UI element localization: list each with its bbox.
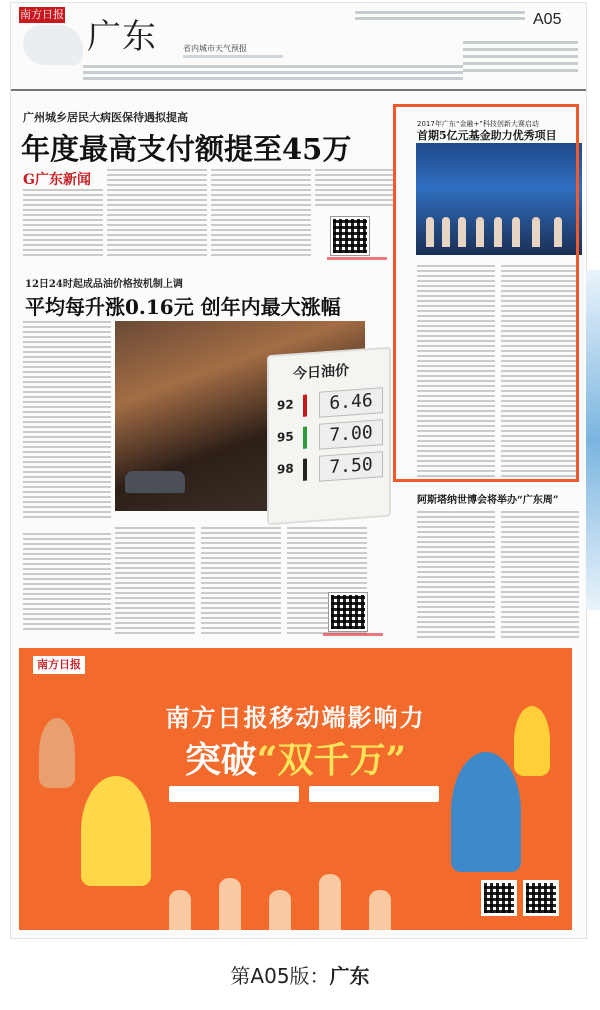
story4-headline[interactable]: 阿斯塔纳世博会将举办“广东周” [417, 495, 559, 506]
ad-qr-code-2 [523, 880, 559, 916]
raised-hand [269, 890, 291, 930]
grade-label: 92 [277, 397, 294, 413]
weather-subheading [183, 55, 283, 58]
highlight-kicker: 2017年广东“金融+”科技创新大赛启动 [417, 120, 539, 128]
raised-hand [169, 890, 191, 930]
grade-color-bar [303, 427, 307, 449]
story2-qr-code [329, 593, 367, 631]
raised-hand [219, 878, 241, 930]
ad-subtitle-accent: “双千万” [256, 739, 407, 781]
price-row-98 [275, 451, 385, 485]
oil-price-photo [115, 321, 373, 511]
gd-news-logo: G广东新闻 [23, 172, 91, 188]
story2-body-col3 [201, 527, 281, 637]
section-title: 广东 [87, 17, 157, 57]
ad-logo: 南方日报 [33, 656, 85, 674]
story2-kicker: 12日24时起成品油价格按机制上调 [25, 279, 183, 290]
newspaper-logo: 南方日报 [20, 8, 64, 21]
ad-title: 南方日报移动端影响力 [165, 704, 426, 732]
weather-heading: 省内城市天气预报 [183, 44, 247, 53]
grade-label: 95 [277, 429, 294, 445]
side-scroll-band [586, 270, 600, 610]
cartoon-person-right [451, 752, 521, 872]
story1-qr-code [331, 217, 369, 255]
raised-hand [319, 874, 341, 930]
price-row-95 [275, 419, 385, 453]
story2-body-col1b [23, 533, 111, 633]
story2-qr-label [323, 633, 383, 636]
story4-body-col2 [501, 511, 579, 641]
story1-body-col3 [211, 169, 311, 259]
story2-body-col1 [23, 321, 111, 521]
ad-stat-1 [169, 786, 299, 802]
sign-title: 今日油价 [293, 362, 349, 383]
grade-color-bar [303, 459, 307, 481]
ad-qr-code-1 [481, 880, 517, 916]
story1-body-col1 [23, 189, 103, 257]
guangdong-map-icon [23, 25, 83, 65]
weather-forecast-box [463, 41, 578, 87]
grade-color-bar [303, 395, 307, 417]
story1-qr-label [327, 257, 387, 260]
caption-prefix: 第A05版： [230, 964, 330, 988]
masthead [11, 3, 586, 91]
story2-body-col2 [115, 527, 195, 637]
price-value: 7.00 [319, 419, 383, 449]
grade-label: 98 [277, 461, 294, 477]
page-caption [0, 960, 600, 989]
ad-subtitle-prefix: 突破 [184, 739, 257, 781]
caption-section: 广东 [329, 964, 370, 988]
price-value: 7.50 [319, 451, 383, 481]
story1-kicker: 广州城乡居民大病医保待遇拟提高 [23, 111, 188, 124]
oil-price-sign [267, 347, 391, 526]
page-number: A05 [533, 11, 562, 28]
app-advertisement[interactable] [19, 648, 572, 930]
highlight-frame [393, 104, 579, 482]
story1-headline[interactable]: 年度最高支付额提至45万 [21, 132, 352, 166]
cartoon-person-left [81, 776, 151, 886]
car-image [125, 471, 185, 493]
story4-body-col1 [417, 511, 495, 641]
highlight-headline[interactable]: 首期5亿元基金助力优秀项目 [417, 129, 557, 142]
weather-table [83, 65, 463, 87]
raised-hand [369, 890, 391, 930]
cartoon-person-small-left [39, 718, 75, 788]
cartoon-person-small-right [514, 706, 550, 776]
story1-body-col2 [107, 169, 207, 259]
price-value: 6.46 [319, 387, 383, 417]
story2-headline[interactable]: 平均每升涨0.16元 创年内最大涨幅 [25, 295, 341, 319]
contact-info [355, 11, 525, 14]
story1-body-col4 [315, 169, 395, 209]
ad-stat-2 [309, 786, 439, 802]
price-row-92 [275, 387, 385, 421]
